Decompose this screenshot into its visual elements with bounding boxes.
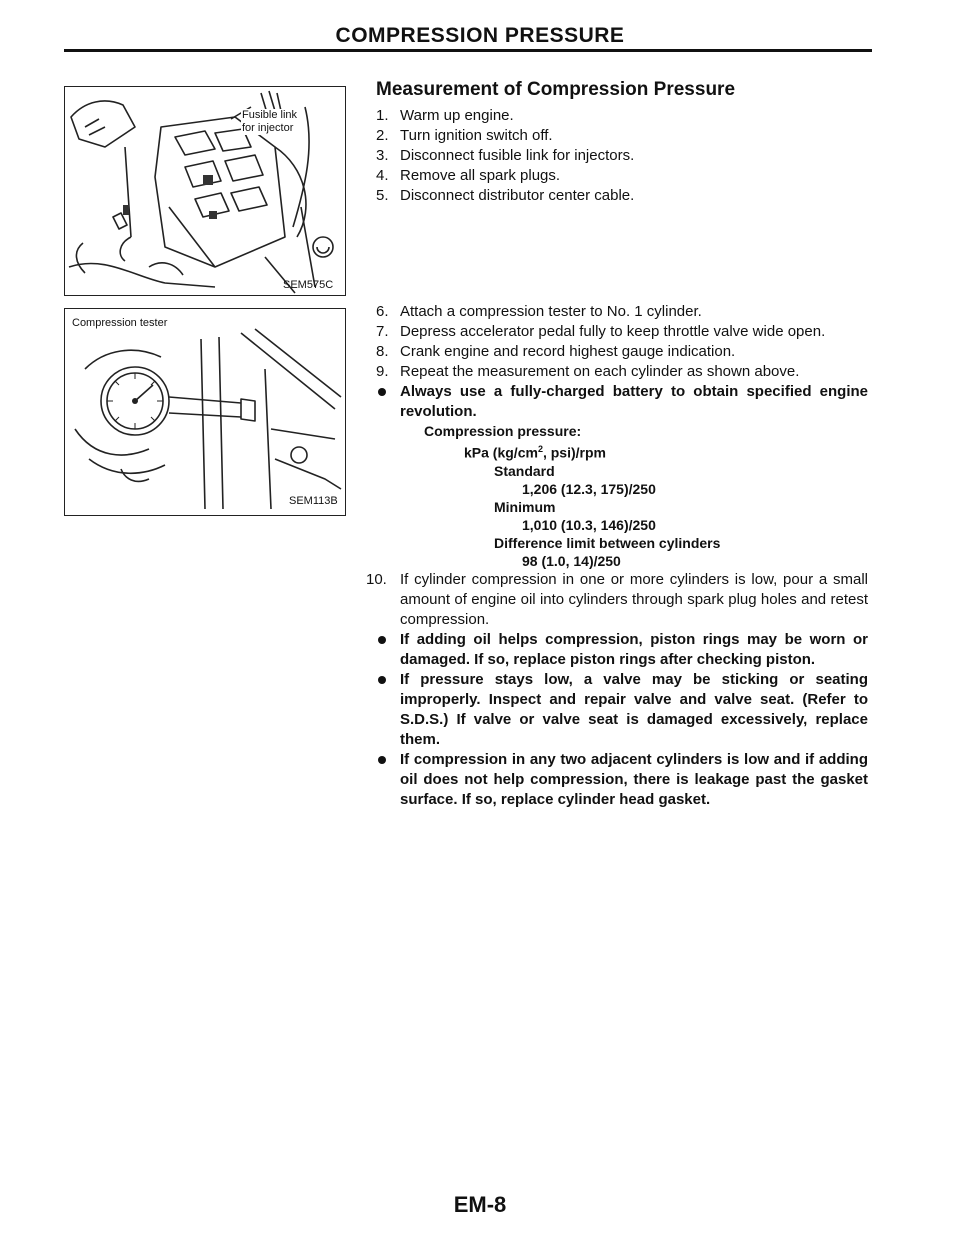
procedure-part-2 (366, 302, 868, 810)
bullet-dot-icon (378, 636, 386, 644)
fusible-link-illustration (65, 87, 345, 295)
spec-unit: kPa ($kg/cm^2$, psi)/rpm (464, 444, 606, 461)
battery-note: Always use a fully-charged battery to obtain specified engine revolution. (376, 382, 868, 422)
steps-list-b (376, 302, 868, 382)
final-note: If compression in any two adjacent cylinders is low and if adding oil does not help compression, there is leakage past the gasket surface. If so, replace cylinder head gasket. (376, 750, 868, 810)
step-item: 1. Warm up engine. (376, 107, 514, 124)
final-note: If adding oil helps compression, piston rings may be worn or damaged. If so, replace piston rings after checking piston. (376, 630, 868, 670)
final-note: If pressure stays low, a valve may be sticking or seating improperly. Inspect and repair valve and valve seat. (Refer to S.D.S.) If valve or valve seat is damaged excessively, replace them. (376, 670, 868, 750)
figure-fusible-link (64, 86, 346, 296)
figure-compression-tester (64, 308, 346, 516)
step-item: 3. Disconnect fusible link for injectors. (376, 147, 635, 164)
figure1-code: SEM575C (283, 279, 334, 291)
compression-tester-illustration (65, 309, 345, 515)
page-number: EM-8 (453, 1192, 507, 1217)
step-item: 6. Attach a compression tester to No. 1 cylinder. (376, 303, 702, 320)
bullet-dot-icon (378, 388, 386, 396)
bullet-dot-icon (378, 756, 386, 764)
compression-tester-callout: Compression tester (72, 317, 168, 329)
spec-heading: Compression pressure: (424, 423, 582, 439)
header-rule (64, 49, 872, 52)
step-item: 10. If cylinder compression in one or more cylinders is low, pour a small amount of engine oil into cylinders through spark plug holes and retest compression. (366, 570, 868, 628)
page-header-title: COMPRESSION PRESSURE (335, 24, 625, 47)
step-item: 4. Remove all spark plugs. (376, 167, 561, 184)
step-item: 2. Turn ignition switch off. (376, 127, 553, 144)
spec-minimum-value: 1,010 (10.3, 146)/250 (522, 516, 656, 533)
spec-difference-label: Difference limit between cylinders (494, 534, 721, 551)
step-item: 9. Repeat the measurement on each cylinder as shown above. (376, 363, 800, 380)
spec-difference-value: 98 (1.0, 14)/250 (522, 552, 621, 569)
spec-standard-label: Standard (494, 462, 555, 479)
figure2-code: SEM113B (289, 495, 338, 507)
procedure-part-1 (376, 80, 868, 206)
spec-minimum-label: Minimum (494, 498, 556, 515)
fusible-link-callout: Fusible link for injector (242, 109, 298, 134)
steps-list-c (366, 570, 868, 630)
step-item: 5. Disconnect distributor center cable. (376, 187, 635, 204)
steps-list-a (376, 106, 868, 206)
step-item: 8. Crank engine and record highest gauge indication. (376, 343, 736, 360)
spec-standard-value: 1,206 (12.3, 175)/250 (522, 480, 656, 497)
step-item: 7. Depress accelerator pedal fully to keep throttle valve wide open. (376, 323, 826, 340)
bullet-dot-icon (378, 676, 386, 684)
section-title: Measurement of Compression Pressure (376, 79, 736, 100)
